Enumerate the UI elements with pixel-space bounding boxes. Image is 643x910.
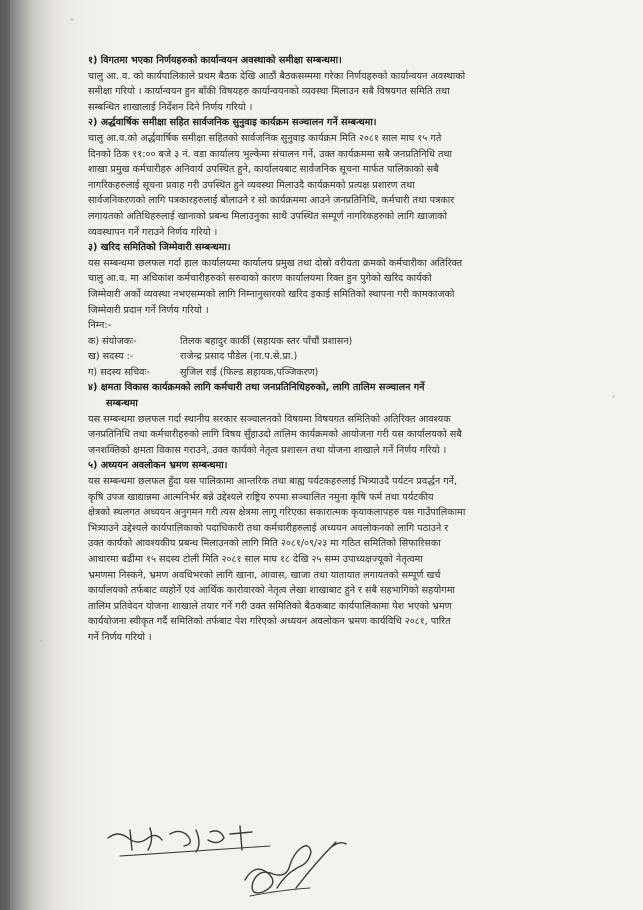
body-line: यस सम्बन्धमा छलफल हुँदा यस पालिकामा आन्तरिक तथा बाह्य पर्यटकहरुलाई भित्र्याउदै पर्यटन प्रवर्द्धन गर्ने,: [88, 476, 458, 488]
body-line: समीक्षा गरियो । कार्यान्वयन हुन बाँकी विषयहरु कार्यान्वयनको व्यवस्था मिलाउन सबै विषयगत समिति तथा: [88, 86, 450, 98]
section-heading: २) अर्द्धवार्षिक समीक्षा सहित सार्वजनिक सुनुवाइ कार्यक्रम सञ्चालन गर्ने सम्बन्धमा।: [88, 117, 377, 129]
section-1: [88, 53, 608, 115]
signature-underline: [250, 888, 310, 896]
body-line: गर्ने निर्णय गरियो ।: [88, 631, 152, 643]
body-line: कार्यालयको तर्फबाट व्यहोर्ने एवं आर्थिक कारोवारको नेतृत्व लेखा शाखाबाट हुने र सबै सहभागिको सहयोगमा: [88, 585, 455, 597]
dust-speck: [40, 640, 43, 642]
body-line: आधारमा बढीमा १५ सदस्य टोली मिति २०८१ साल माघ १८ देखि २५ सम्म उपाध्यक्षज्यूको नेतृत्वमा: [88, 554, 423, 565]
signature-stroke: [245, 842, 346, 893]
body-line: नागरिकहरुलाई सूचना प्रवाह गरी उपस्थित हुने व्यवस्था मिलाउदै कार्यक्रमको प्रत्यक्ष प्रशारण तथा: [88, 179, 415, 191]
member-role: ग) सदस्य सचिवः-: [88, 366, 150, 378]
section-heading: ३) खरिद समितिको जिम्मेवारी सम्बन्धमा।: [88, 242, 231, 254]
member-name: सुजिल राई (फिल्ड सहायक,पञ्जिकरण): [180, 366, 319, 378]
body-line: तालिम प्रतिवेदन योजना शाखाले तयार गर्ने गरी उक्त समितिको बैठकबाट कार्यपालिकामा पेश भएको भ्रमण: [88, 600, 452, 612]
section-heading: ४) क्षमता विकास कार्यक्रमको लागि कर्मचारी तथा जनप्रतिनिधिहरुको, लागि तालिम सञ्चालन गर्ने: [88, 382, 425, 394]
body-line: भित्र्याउने उद्देश्यले कार्यपालिकाको पदाधिकारी तथा कर्मचारीहरुलाई अध्ययन अवलोकनको लागि पठाउने र: [88, 522, 449, 534]
section-heading: ५) अध्ययन अवलोकन भ्रमण सम्बन्धमा।: [88, 460, 228, 472]
body-line: चालु आ.व.को अर्द्धवार्षिक समीक्षा सहितको सार्वजनिक सुनुवाइ कार्यक्रम मिति २०८१ साल माघ १५ गते: [88, 132, 442, 144]
handwritten-signatures: [100, 820, 400, 910]
body-line: उक्त कार्यको आवश्यकीय प्रबन्ध मिलाउनको लागि मिति २०८१/०९/२३ मा गठित समितिको सिफारिसका: [88, 538, 441, 550]
body-line: जिम्मेवारी प्रदान गर्ने निर्णय गरियो ।: [88, 304, 209, 316]
section-3: [88, 240, 608, 380]
body-line: कार्ययोजना स्वीकृत गर्दै समितिको तर्फबाट पेश गरिएको अध्ययन अवलोकन भ्रमण कार्यविधि २०८१, पारित: [88, 616, 451, 628]
body-line: यस सम्बन्धमा छलफल गर्दा स्थानीय सरकार सञ्चालनको विषयमा विषयगत समितिको अतिरिक्त आवश्यक: [88, 413, 451, 425]
signature-underline: [120, 846, 270, 856]
body-line: क्षेत्रको स्थलगत अध्ययन अनुगमन गरी त्यस क्षेत्रमा लागू गरिएका सकारात्मक कृयाकलापहरु यस गाउँपालिकामा: [88, 507, 466, 519]
member-role: ख) सदस्य :-: [88, 351, 134, 363]
body-line: भ्रमणमा निस्कने, भ्रमण अवधिभरको लागि खाना, आवास, खाजा तथा यातायात लगायतको सम्पूर्ण खर्च: [88, 569, 441, 581]
body-line: शाखा प्रमुख कर्मचारीहरु अनिवार्य उपस्थित हुने, कार्यालयबाट सार्वजनिक सूचना मार्फत पालिकाको सबै: [88, 164, 439, 176]
scan-shadow-edge: [0, 0, 10, 910]
body-line: लगायतको अतिथिहरुलाई खानाको प्रबन्ध मिलाउनुका साथै उपस्थित सम्पूर्ण नागरिकहरुको लागि खाजाको: [88, 210, 448, 222]
section-2: [88, 115, 608, 240]
body-line: दिनको ठिक ११:०० बजे ३ नं. वडा कार्यालय भुल्केमा संचालन गर्ने, उक्त कार्यक्रममा सबै जनप्रतिनिधि तथा: [88, 148, 453, 160]
dust-speck: [70, 18, 74, 21]
body-line: जनप्रतिनिधि तथा कर्मचारीहरुको लागि विषय सुँहाउदो तालिम कार्यक्रमको आयोजना गरी यस कार्यालयको सबै: [88, 429, 462, 441]
body-line: चालु आ. व. को कार्यपालिकाले प्रथम बैठक देखि आठौं बैठकसम्ममा गरेका निर्णयहरुको कार्यान्वयन अवस्थाको: [88, 70, 466, 82]
member-name: तिलक बहादुर कार्की (सहायक स्तर पाँचौं प्रशासन): [180, 335, 353, 347]
body-line: व्यवस्थापन गर्ने गराउने निर्णय गरियो ।: [88, 226, 218, 238]
body-line: सम्बन्धित शाखालाई निर्देशन दिने निर्णय गरियो ।: [88, 101, 253, 113]
section-5: [88, 458, 608, 645]
body-line: जिम्मेवारी अर्को व्यवस्था नभएसम्मको लागि निम्नानुसारको खरिद इकाई समितिको स्थापना गरी कामकाजको: [88, 288, 455, 300]
member-role: क) संयोजकः-: [88, 335, 137, 347]
body-line: चालु आ.व. मा अधिकांश कर्मचारीहरुको सरुवाको कारण कार्यालयमा रिक्त हुन पुगेको खरिद कार्यको: [88, 273, 432, 285]
minutes-body: [88, 53, 608, 646]
members-intro: निम्न:-: [88, 320, 112, 332]
section-heading-continued: सम्बन्धमा: [106, 398, 138, 410]
dust-speck: [612, 395, 615, 398]
member-name: राजेन्द्र प्रसाद पौडेल (ना.प.से.प्रा.): [180, 351, 298, 363]
member-row: [88, 365, 608, 381]
body-line: यस सम्बन्धमा छलफल गर्दा हाल कार्यालयमा कार्यालय प्रमुख तथा दोस्रो वरीयता क्रमको कर्मचारीका अतिरिक्त: [88, 257, 463, 269]
member-row: [88, 349, 608, 365]
body-line: कृषि उपज खाद्यान्नमा आत्मनिर्भर बन्ने उद्देश्यले राष्ट्रिय रुपमा सञ्चालित नमुना कृषि फर्म तथा पर्यटकीय: [88, 491, 434, 503]
member-row: [88, 334, 608, 350]
section-4: [88, 380, 608, 458]
body-line: जनशक्तिको क्षमता विकास गराउने, उक्त कार्यको नेतृत्व प्रशासन तथा योजना शाखाले गर्ने निर्णय गरियो ।: [88, 444, 447, 456]
body-line: सार्वजनिकरणको लागि पत्रकारहरुलाई बोलाउने र सो कार्यक्रममा आउने जनप्रतिनिधि, कर्मचारी तथा पत्रकार: [88, 195, 455, 207]
section-heading: १) विगतमा भएका निर्णयहरुको कार्यान्वयन अवस्थाको समीक्षा सम्बन्धमा।: [88, 55, 342, 66]
committee-members: [88, 334, 608, 381]
